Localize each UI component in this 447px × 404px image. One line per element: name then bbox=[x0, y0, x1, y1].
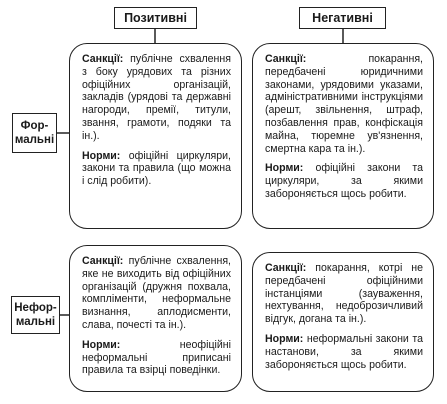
card-informal-positive bbox=[69, 245, 242, 392]
card-formal-negative bbox=[252, 43, 434, 229]
header-negative: Негативні bbox=[299, 7, 386, 29]
sanctions-term: Санкції: bbox=[265, 53, 307, 65]
sanctions-term: Санкції: bbox=[82, 255, 124, 267]
norms-paragraph bbox=[265, 162, 423, 200]
header-positive: Позитивні bbox=[114, 7, 197, 29]
sanctions-paragraph bbox=[265, 262, 423, 326]
sanctions-text: покарання, передбачені юридичними законами, урядовими указами, адміністративними інструкціями (арешт, звільнення, штраф, позбавлення прав, конфіскація майна, тюремне ув'язнення, смертна кара та ін.). bbox=[265, 53, 423, 155]
norms-term: Норми: bbox=[265, 162, 304, 175]
norms-text: неофіційні неформальні приписані правила та взірці поведінки. bbox=[82, 338, 231, 377]
sanctions-paragraph bbox=[82, 255, 231, 332]
norms-paragraph bbox=[82, 339, 231, 377]
card-formal-positive bbox=[69, 43, 242, 229]
sanctions-term: Санкції: bbox=[82, 53, 124, 65]
sanctions-paragraph bbox=[265, 53, 423, 155]
sanctions-term: Санкції: bbox=[265, 262, 307, 274]
row-label-formal: Фор-мальні bbox=[12, 113, 57, 153]
norms-text: офіційні закони та циркуляри, за якими забороняється щось робити. bbox=[265, 162, 423, 200]
row-label-informal: Нефор-мальні bbox=[11, 296, 60, 334]
norms-term: Норми: bbox=[265, 332, 304, 345]
norms-paragraph bbox=[82, 150, 231, 188]
norms-text: офіційні циркуляри, закони та правила (що можна і слід робити). bbox=[82, 149, 231, 188]
sanctions-text: публічне схвалення, яке не виходить від офіційних організацій (дружня похвала, компліменти, неформальне визнання, аплодисменти, слава, почесті та ін.). bbox=[82, 255, 231, 331]
norms-term: Норми: bbox=[82, 338, 121, 351]
norms-text: неформальні закони та настанови, за якими забороняється щось робити. bbox=[265, 332, 423, 371]
sanctions-text: публічне схвалення з боку урядових та різних офіційних організацій, закладів (урядові та державні нагороди, премії, титули, звання, грамоти, подяки та ін.). bbox=[82, 53, 231, 142]
sanctions-paragraph bbox=[82, 53, 231, 143]
norms-term: Норми: bbox=[82, 149, 121, 162]
card-informal-negative bbox=[252, 252, 434, 392]
sanctions-text: покарання, котрі не передбачені офіційними інстанціями (зауваження, нехтування, недоброзичливий відгук, догана та ін.). bbox=[265, 262, 423, 326]
norms-paragraph bbox=[265, 333, 423, 371]
